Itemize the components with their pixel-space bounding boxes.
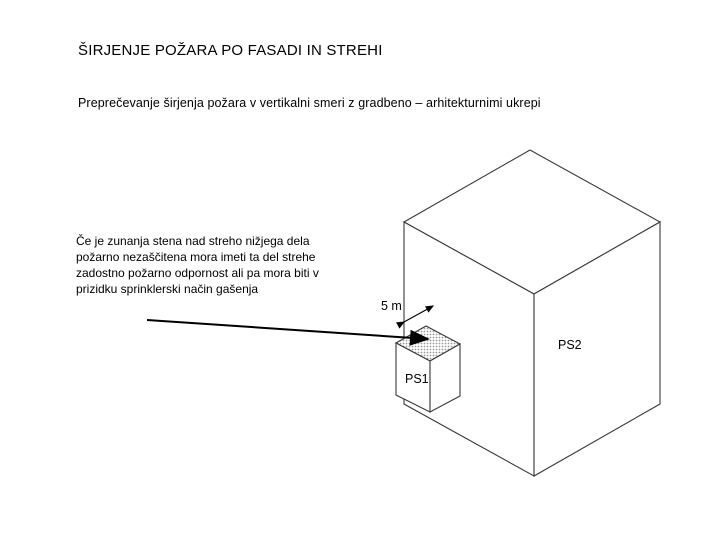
page-subtitle: Preprečevanje širjenja požara v vertikalni smeri z gradbeno – arhitekturnimi ukrepi	[78, 96, 541, 110]
pointer-arrow	[147, 320, 428, 339]
distance-label: 5 m	[381, 299, 402, 313]
annotation-text: Če je zunanja stena nad streho nižjega dela požarno nezaščitena mora imeti ta del strehe zadostno požarno odpornost ali pa mora biti v prizidku sprinklerski način gašenja	[76, 234, 319, 296]
ps1-label: PS1	[405, 372, 429, 386]
ps2-label: PS2	[558, 338, 582, 352]
page-title: ŠIRJENJE POŽARA PO FASADI IN STREHI	[78, 42, 383, 59]
building-ps2	[404, 150, 660, 476]
